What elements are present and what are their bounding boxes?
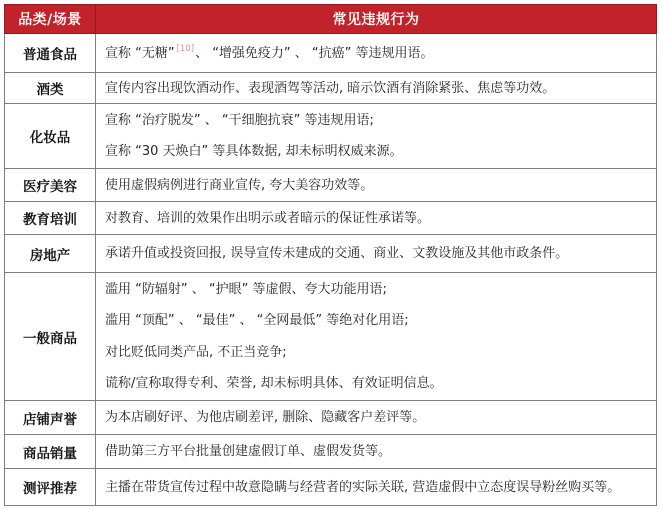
category-cell: 化妆品 — [5, 104, 96, 169]
category-cell: 教育培训 — [5, 202, 96, 235]
violations-table — [4, 4, 657, 506]
violations-cell — [96, 104, 657, 169]
table-row — [5, 169, 657, 202]
violations-cell — [96, 469, 657, 506]
violation-line: 对教育、培训的效果作出明示或者暗示的保证性承诺等。 — [105, 210, 431, 226]
table-row — [5, 435, 657, 469]
table-row — [5, 273, 657, 401]
category-cell: 测评推荐 — [5, 469, 96, 506]
table-row — [5, 469, 657, 506]
violation-line: 宣称 “30 天焕白” 等具体数据, 却未标明权威来源。 — [105, 144, 403, 160]
violation-line: 主播在带货宣传过程中故意隐瞒与经营者的实际关联, 营造虚假中立态度误导粉丝购买等。 — [105, 479, 621, 495]
violations-cell — [96, 169, 657, 202]
violations-cell — [96, 202, 657, 235]
category-cell: 医疗美容 — [5, 169, 96, 202]
violations-cell — [96, 273, 657, 401]
category-cell: 一般商品 — [5, 273, 96, 401]
header-violations: 常见违规行为 — [96, 5, 657, 34]
category-cell: 房地产 — [5, 235, 96, 273]
violation-line: 为本店刷好评、为他店刷差评, 删除、隐藏客户差评等。 — [105, 410, 426, 425]
table-row — [5, 235, 657, 273]
table-row — [5, 34, 657, 73]
table-row — [5, 401, 657, 435]
violation-line: 对比贬低同类产品, 不正当竞争; — [105, 344, 287, 360]
violation-line: 谎称/宣称取得专利、荣誉, 却未标明具体、有效证明信息。 — [105, 376, 443, 392]
violation-line: 承诺升值或投资回报, 误导宣传未建成的交通、商业、文教设施及其他市政条件。 — [105, 246, 569, 261]
violations-cell — [96, 34, 657, 73]
violation-line: 滥用 “顶配” 、 “最佳” 、 “全网最低” 等绝对化用语; — [105, 313, 409, 329]
violations-cell — [96, 235, 657, 273]
violation-line: 借助第三方平台批量创建虚假订单、虚假发货等。 — [105, 444, 392, 459]
violation-line: 宣传内容出现饮酒动作、表现酒驾等活动, 暗示饮酒有消除紧张、焦虑等功效。 — [105, 80, 556, 96]
footnote-ref-link[interactable]: [10] — [176, 44, 195, 55]
violation-line: 使用虚假病例进行商业宣传, 夸大美容功效等。 — [105, 177, 374, 193]
violation-text: 、 “增强免疫力” 、 “抗癌” 等违规用语。 — [195, 45, 434, 61]
violation-line: 滥用 “防辐射” 、 “护眼” 等虚假、夸大功能用语; — [105, 281, 387, 297]
table-row — [5, 73, 657, 104]
category-cell: 普通食品 — [5, 34, 96, 73]
table-row — [5, 202, 657, 235]
category-cell: 商品销量 — [5, 435, 96, 469]
header-row — [5, 5, 657, 34]
table-row — [5, 104, 657, 169]
header-category: 品类/场景 — [5, 5, 96, 34]
violations-table-container — [4, 4, 657, 506]
category-cell: 店铺声誉 — [5, 401, 96, 435]
violations-cell — [96, 73, 657, 104]
category-cell: 酒类 — [5, 73, 96, 104]
violations-cell — [96, 401, 657, 435]
violation-text: 宣称 “无糖” — [105, 45, 175, 61]
violation-line — [105, 46, 434, 61]
violations-cell — [96, 435, 657, 469]
violation-line: 宣称 “治疗脱发” 、 “干细胞抗衰” 等违规用语; — [105, 112, 374, 128]
